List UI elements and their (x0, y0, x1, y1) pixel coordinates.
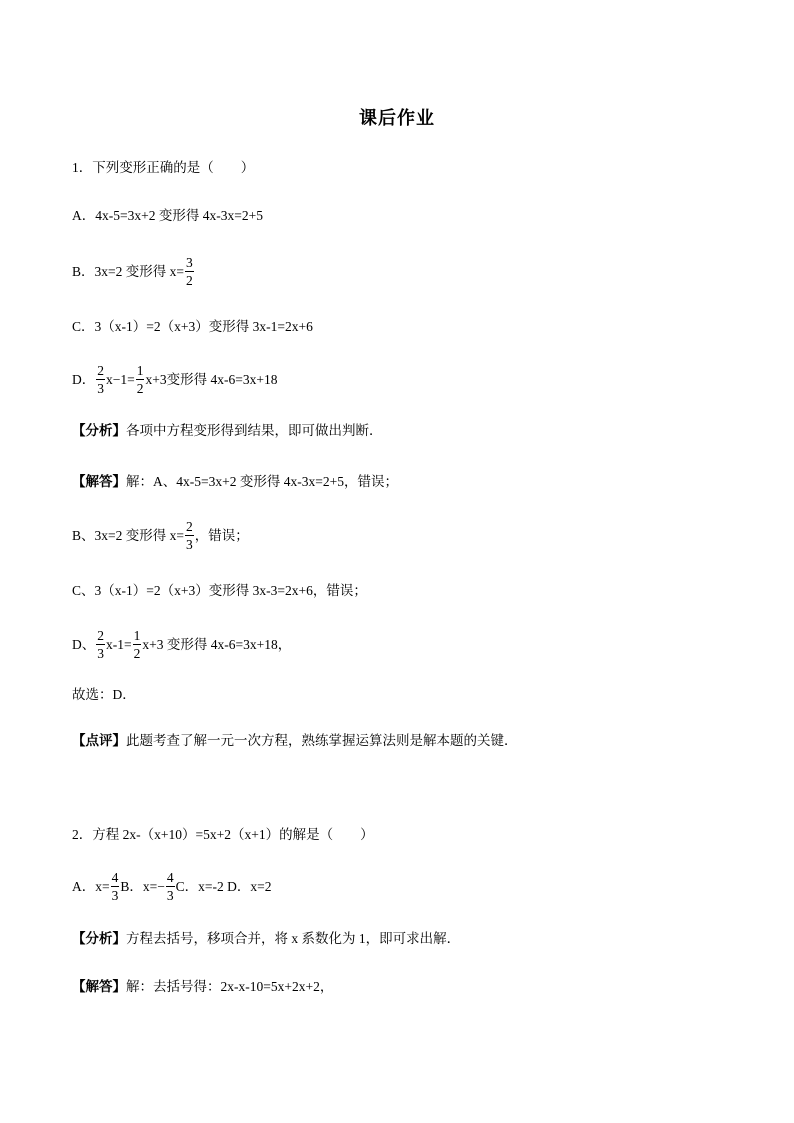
answer-b-fraction (185, 518, 194, 553)
answer-text: 解：A、4x-5=3x+2 变形得 4x-3x=2+5，错误； (126, 474, 398, 489)
q1-option-b-fraction (185, 254, 194, 289)
fraction-denominator: 3 (97, 646, 104, 661)
analysis-tag: 【分析】 (72, 423, 126, 438)
comment-tag: 【点评】 (72, 733, 126, 748)
fraction-numerator: 4 (166, 870, 174, 885)
answer-tag: 【解答】 (72, 474, 126, 489)
fraction-denominator: 3 (97, 381, 104, 396)
q1-option-d-fraction-2 (136, 362, 145, 397)
fraction-denominator: 3 (185, 537, 193, 552)
q1-answer-d (72, 627, 291, 662)
q2-option-b-prefix: B．x=− (120, 878, 165, 894)
q1-option-d-mid: x−1= (106, 371, 135, 387)
q1-answer-c: C、3（x-1）=2（x+3）变形得 3x-3=2x+6，错误； (72, 583, 367, 598)
q2-analysis (72, 929, 460, 949)
q1-option-b (72, 254, 195, 289)
q2-option-a-prefix: A．x= (72, 878, 110, 894)
answer-d-fraction-1 (96, 627, 105, 662)
q1-option-c: C．3（x-1）=2（x+3）变形得 3x-1=2x+6 (72, 319, 313, 334)
fraction-denominator: 2 (185, 273, 193, 288)
answer-d-fraction-2 (133, 627, 142, 662)
q1-comment (72, 731, 518, 751)
answer-d-prefix: D、 (72, 636, 96, 652)
answer-text: 解：去括号得：2x-x-10=5x+2x+2， (126, 979, 334, 994)
q1-option-d (72, 362, 277, 397)
q2-options (72, 869, 271, 904)
q2-stem: 2．方程 2x-（x+10）=5x+2（x+1）的解是（ ） (72, 827, 374, 842)
q1-option-d-prefix: D． (72, 371, 96, 387)
q1-choice: 故选：D． (72, 687, 136, 702)
fraction-numerator: 3 (185, 255, 193, 270)
fraction-numerator: 2 (185, 519, 193, 534)
fraction-denominator: 2 (133, 646, 141, 661)
q1-option-d-suffix: x+3变形得 4x-6=3x+18 (145, 371, 278, 387)
q1-answer-b (72, 518, 249, 553)
page-title: 课后作业 (359, 108, 435, 128)
q1-option-b-text: B．3x=2 变形得 x= (72, 263, 184, 279)
fraction-numerator: 4 (111, 870, 119, 885)
fraction-denominator: 3 (166, 888, 174, 903)
analysis-text: 各项中方程变形得到结果，即可做出判断． (126, 423, 383, 438)
fraction-denominator: 3 (111, 888, 119, 903)
q2-answer (72, 977, 333, 997)
analysis-tag: 【分析】 (72, 931, 126, 946)
q1-answer (72, 472, 398, 492)
q2-option-a-fraction (111, 869, 120, 904)
analysis-text: 方程去括号，移项合并，将 x 系数化为 1，即可求出解． (126, 931, 461, 946)
q2-options-rest: C．x=-2 D．x=2 (175, 878, 272, 894)
fraction-numerator: 1 (136, 363, 144, 378)
fraction-numerator: 2 (97, 628, 104, 643)
answer-b-prefix: B、3x=2 变形得 x= (72, 527, 184, 543)
q1-stem: 1．下列变形正确的是（ ） (72, 160, 255, 175)
comment-text: 此题考查了解一元一次方程，熟练掌握运算法则是解本题的关键． (126, 733, 518, 748)
q2-option-b-fraction (166, 869, 175, 904)
fraction-denominator: 2 (136, 381, 144, 396)
q1-option-d-fraction-1 (96, 362, 105, 397)
q1-option-a: A．4x-5=3x+2 变形得 4x-3x=2+5 (72, 208, 263, 223)
q1-analysis (72, 421, 383, 441)
answer-d-mid: x-1= (106, 636, 132, 652)
answer-b-suffix: ，错误； (194, 527, 249, 543)
fraction-numerator: 1 (133, 628, 141, 643)
answer-tag: 【解答】 (72, 979, 126, 994)
fraction-numerator: 2 (97, 363, 104, 378)
answer-d-suffix: x+3 变形得 4x-6=3x+18， (142, 636, 292, 652)
